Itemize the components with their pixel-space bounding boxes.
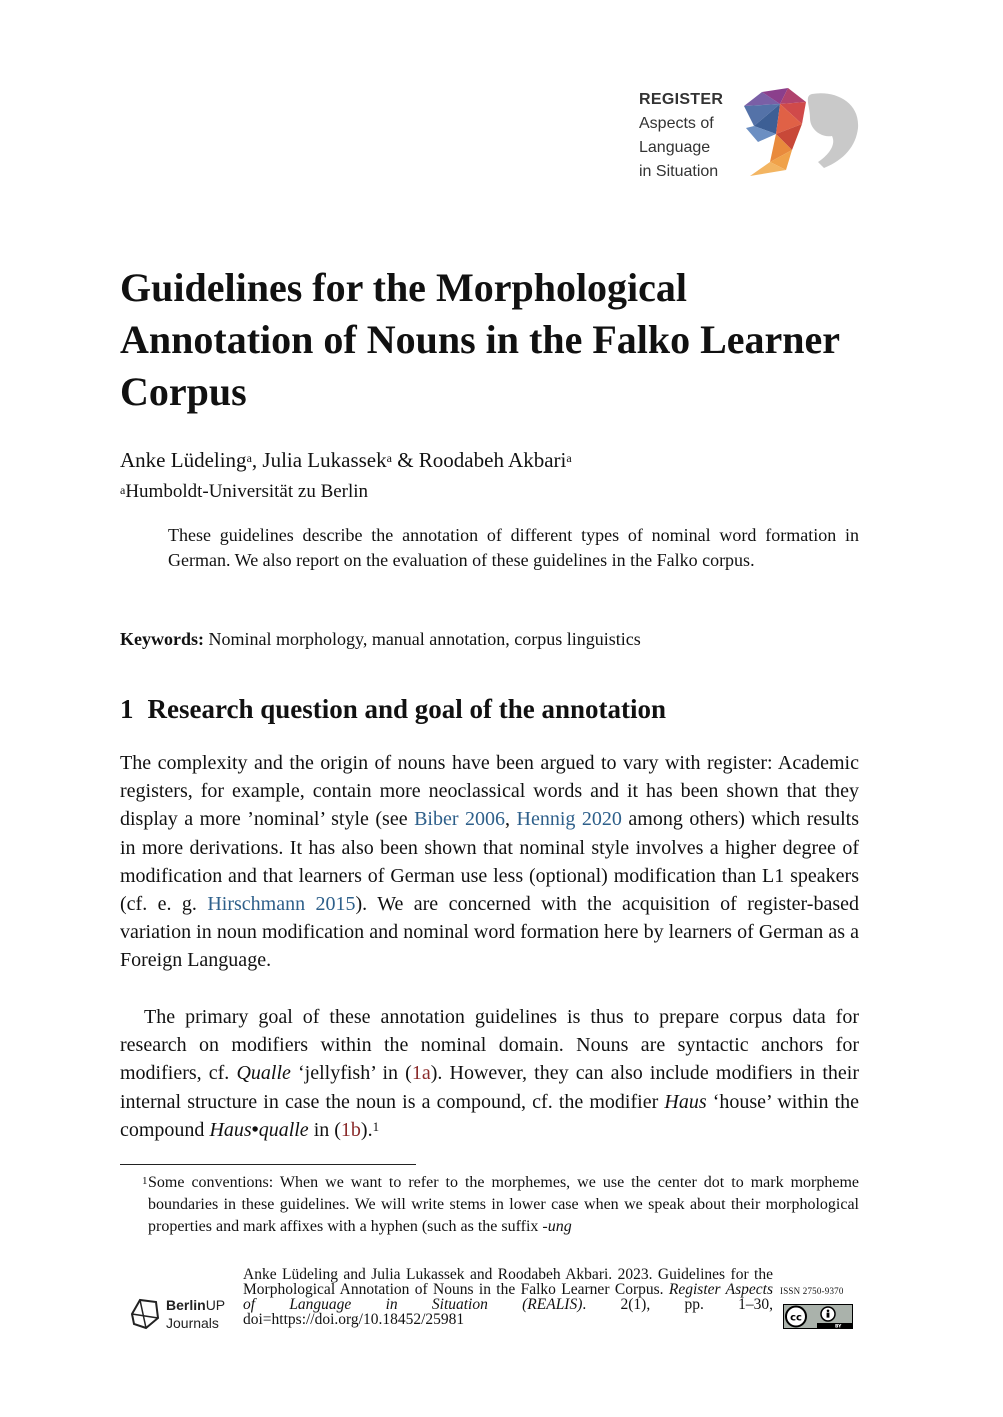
body-text: The primary goal of these annotation guidelines is thus to prepare corpus data for research on modifiers within the nominal domain. Nouns are syntactic anchors for modifiers, cf. <box>120 1006 859 1085</box>
affiliation <box>120 478 368 506</box>
citation-link[interactable]: Biber 2006 <box>414 808 506 831</box>
publisher-logo-text <box>166 1296 225 1332</box>
example-word: qualle <box>258 1118 309 1141</box>
body-text: among others) which results in more derivations. It has also been shown that nominal style involves a higher degree of modification and that learners of German use less (optional) modification than L1 speakers (cf. e. g. <box>120 808 859 916</box>
body-paragraph <box>120 1003 859 1144</box>
citation-link[interactable]: Hirschmann 2015 <box>207 893 356 916</box>
journal-logo-icon <box>740 84 862 184</box>
section-heading <box>120 691 666 727</box>
author-name: Roodabeh Akbari <box>418 448 567 472</box>
body-paragraph <box>120 749 859 975</box>
author-list <box>120 445 572 475</box>
abstract: These guidelines describe the annotation of different types of nominal word formation in German. We also report on the evaluation of these guidelines in the Falko corpus. <box>168 525 859 570</box>
footnote-reference[interactable]: 1 <box>372 1118 380 1134</box>
example-word: Haus <box>664 1090 707 1113</box>
author-name: Julia Lukassek <box>262 448 387 472</box>
section-number: 1 <box>120 694 134 724</box>
footnote-divider <box>120 1164 416 1165</box>
journal-subtitle-line-2: Language <box>639 139 711 156</box>
cc-by-license-icon[interactable] <box>783 1304 853 1329</box>
example-word: Qualle <box>236 1062 291 1085</box>
author-separator: , <box>251 448 263 472</box>
body-text: ‘jellyfish’ in ( <box>290 1062 412 1085</box>
citation-block <box>243 1267 773 1327</box>
footnote-italic: -ung <box>542 1218 572 1235</box>
example-word: Haus <box>209 1118 252 1141</box>
citation-text: Anke Lüdeling and Julia Lukassek and Roodabeh Akbari. 2023. Guidelines for the Morphological Annotation of Nouns in the Falko Learner Corpus. <box>243 1266 773 1298</box>
body-text: in ( <box>308 1118 341 1141</box>
keywords-text: Nominal morphology, manual annotation, corpus linguistics <box>204 629 641 649</box>
keywords <box>120 627 880 652</box>
body-text: ‘house’ within the compound <box>120 1090 860 1141</box>
section-title: Research question and goal of the annotation <box>147 694 667 724</box>
paper-title: Guidelines for the Morphological Annotation of Nouns in the Falko Learner Corpus <box>120 265 840 414</box>
affiliation-mark: a <box>566 451 572 465</box>
publisher-subtitle: Journals <box>166 1315 219 1331</box>
affiliation-mark: a <box>246 451 252 465</box>
morpheme-boundary: • <box>251 1118 259 1141</box>
journal-logo-text <box>639 88 723 184</box>
issn: ISSN 2750-9370 <box>780 1286 844 1296</box>
keywords-label: Keywords: <box>120 629 204 649</box>
author-name: Anke Lüdeling <box>120 448 247 472</box>
citation-link[interactable]: Hennig 2020 <box>516 808 622 831</box>
citation-journal: Register Aspects of Language in Situation (REALIS) <box>243 1281 773 1313</box>
footnote-text: Some conventions: When we want to refer to the morphemes, we use the center dot to mark morpheme boundaries in these guidelines. We will write stems in lower case when we speak about their morphological properties and mark affixes with a hyphen (such as the suffix <box>148 1174 859 1235</box>
author-separator: & <box>391 448 419 472</box>
body-text: ). We are concerned with the acquisition of register-based variation in noun modification and nominal word formation here by learners of German as a Foreign Language. <box>120 893 859 972</box>
body-text: The complexity and the origin of nouns have been argued to vary with register: Academic registers, for example, contain more neoclassical words and it has been shown that they display a more ’nominal’ style (see <box>120 752 859 831</box>
body-text: , <box>505 808 517 831</box>
example-link[interactable]: 1b <box>340 1118 361 1141</box>
publisher-name-rest: UP <box>205 1297 226 1313</box>
example-link[interactable]: 1a <box>411 1062 431 1085</box>
svg-text:cc: cc <box>790 1312 802 1324</box>
affiliation-mark: a <box>120 483 126 497</box>
journal-name: REGISTER <box>639 91 724 108</box>
license-label: BY <box>835 1324 842 1329</box>
berlinup-logo-icon <box>126 1296 162 1332</box>
affiliation-mark: a <box>386 451 392 465</box>
citation-text: . 2(1), pp. 1–30, doi=https://doi.org/10.18452/25981 <box>243 1296 773 1328</box>
publisher-name-bold: Berlin <box>166 1297 206 1313</box>
affiliation-name: Humboldt-Universität zu Berlin <box>125 481 369 502</box>
journal-subtitle-line-1: Aspects of <box>639 115 714 132</box>
footnote-mark: 1 <box>142 1175 148 1187</box>
body-text: ). However, they can also include modifiers in their internal structure in case the noun is a compound, cf. the modifier <box>120 1062 859 1113</box>
journal-subtitle-line-3: in Situation <box>639 163 719 180</box>
body-text: ). <box>360 1118 373 1141</box>
footnote <box>120 1172 859 1238</box>
